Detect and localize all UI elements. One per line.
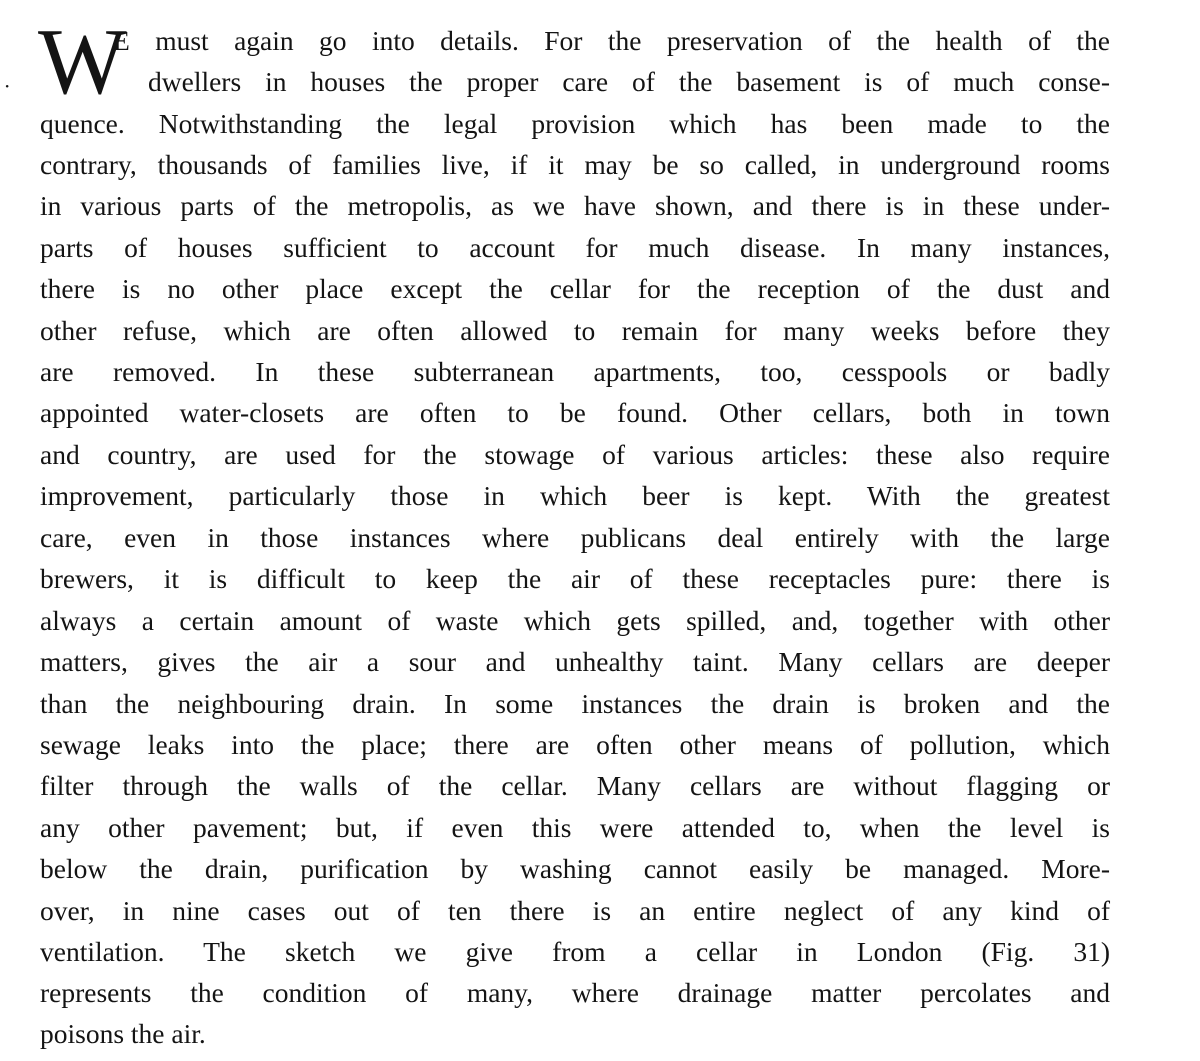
text-line: appointed water-closets are often to be found. Other cellars, both in town (40, 397, 1110, 428)
text-line: below the drain, purification by washing cannot easily be managed. More- (40, 853, 1110, 884)
text-line: dwellers in houses the proper care of the basement is of much conse- (148, 66, 1110, 97)
text-line: sewage leaks into the place; there are often other means of pollution, which (40, 729, 1110, 760)
text-line: than the neighbouring drain. In some instances the drain is broken and the (40, 688, 1110, 719)
text-line: always a certain amount of waste which gets spilled, and, together with other (40, 605, 1110, 636)
text-line: quence. Notwithstanding the legal provision which has been made to the (40, 108, 1110, 139)
text-line: care, even in those instances where publicans deal entirely with the large (40, 522, 1110, 553)
text-line: represents the condition of many, where drainage matter percolates and (40, 977, 1110, 1008)
text-line: other refuse, which are often allowed to remain for many weeks before they (40, 315, 1110, 346)
drop-cap: W (38, 10, 121, 114)
text-line: improvement, particularly those in which beer is kept. With the greatest (40, 480, 1110, 511)
text-line: parts of houses sufficient to account for much disease. In many instances, (40, 232, 1110, 263)
text-line: are removed. In these subterranean apartments, too, cesspools or badly (40, 356, 1110, 387)
text-line: poisons the air. (40, 1018, 206, 1049)
stray-mark: · (4, 74, 11, 98)
text-line: any other pavement; but, if even this were attended to, when the level is (40, 812, 1110, 843)
text-line: brewers, it is difficult to keep the air of these receptacles pure: there is (40, 563, 1110, 594)
text-line: E must again go into details. For the preservation of the health of the (113, 25, 1110, 56)
text-line: there is no other place except the cellar for the reception of the dust and (40, 273, 1110, 304)
text-line: ventilation. The sketch we give from a cellar in London (Fig. 31) (40, 936, 1110, 967)
text-line: over, in nine cases out of ten there is an entire neglect of any kind of (40, 895, 1110, 926)
text-line: filter through the walls of the cellar. Many cellars are without flagging or (40, 770, 1110, 801)
text-line: and country, are used for the stowage of various articles: these also require (40, 439, 1110, 470)
text-line: contrary, thousands of families live, if it may be so called, in underground rooms (40, 149, 1110, 180)
text-line: matters, gives the air a sour and unhealthy taint. Many cellars are deeper (40, 646, 1110, 677)
text-line: in various parts of the metropolis, as we have shown, and there is in these under- (40, 190, 1110, 221)
